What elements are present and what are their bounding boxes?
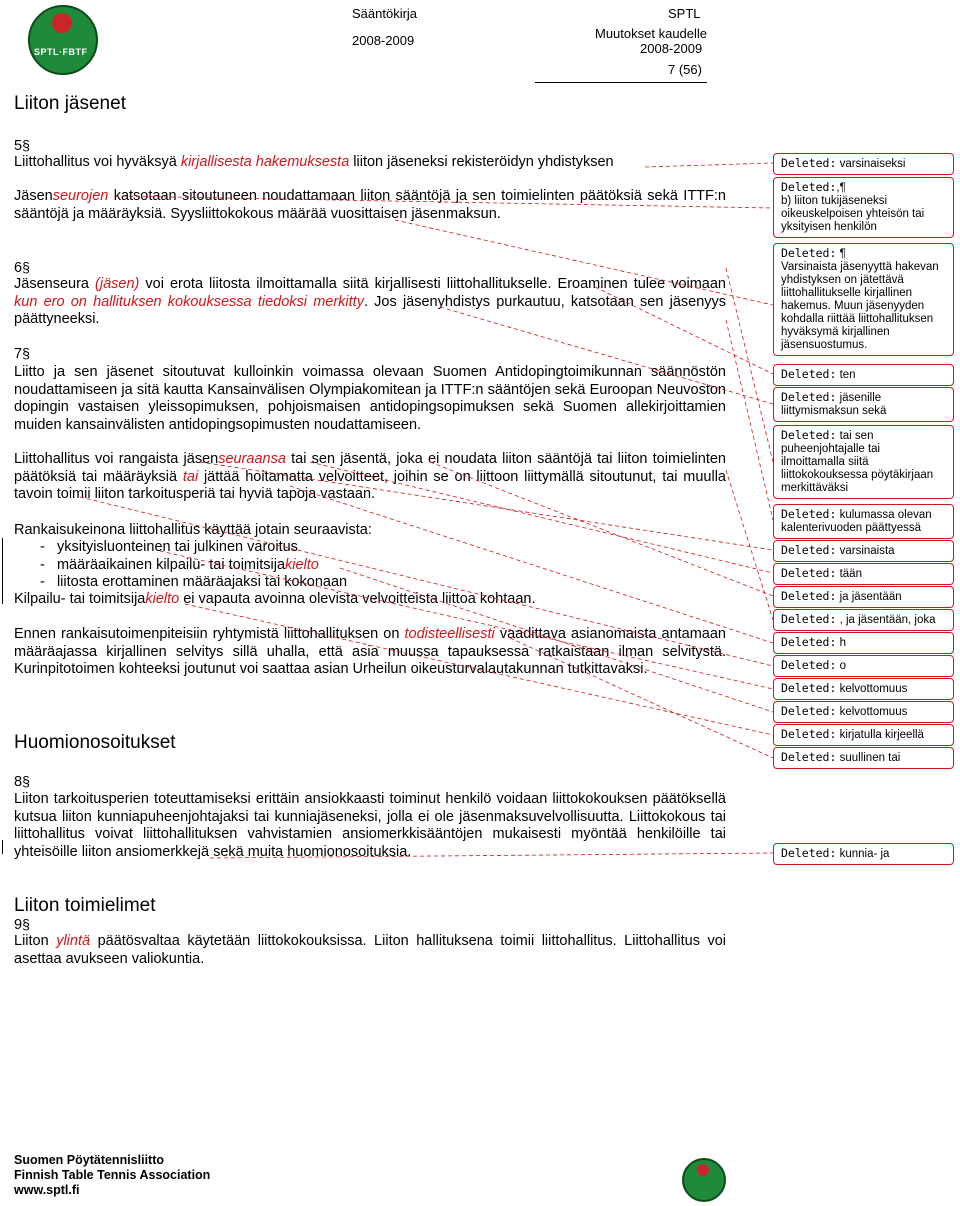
- footer-org-fi: Suomen Pöytätennisliitto: [14, 1153, 165, 1167]
- header-season: 2008-2009: [352, 33, 415, 48]
- comment-balloon[interactable]: Deleted: varsinaiseksi: [773, 153, 954, 175]
- comment-balloon[interactable]: Deleted: ja jäsentään: [773, 586, 954, 608]
- header-changes-season: 2008-2009: [640, 41, 703, 56]
- comment-balloon[interactable]: Deleted: h: [773, 632, 954, 654]
- page-number: 7 (56): [668, 62, 702, 77]
- paragraph-7b: Liittohallitus voi rangaista jäsenseuraansa tai sen jäsentä, joka ei noudata liiton sääntöjä tai liiton toimielinten päätöksiä tai määräyksiä tai jättää hoitamatta velvoitteet, joihin se on liittoon liittymällä sitoutunut, tai muulla tavoin toimii liiton tarkoitusperiä tai hyviä tapoja vastaan.: [14, 451, 727, 502]
- section-title-members: Liiton jäsenet: [14, 93, 126, 114]
- comment-balloon[interactable]: Deleted: suullinen tai: [773, 747, 954, 769]
- section-title-honours: Huomionosoitukset: [14, 732, 176, 753]
- list-item: - liitosta erottaminen määräajaksi tai kokonaan: [40, 574, 348, 590]
- paragraph-7-number: 7§: [14, 345, 30, 362]
- comment-balloon[interactable]: Deleted: o: [773, 655, 954, 677]
- paragraph-7: Liitto ja sen jäsenet sitoutuvat kulloinkin voimassa olevaan Suomen Antidopingtoimikunnan säännöstön noudattamiseen ja sitä kautta Kansainvälisen Olympiakomitean ja ITTF:n sääntöjen sekä Euroopan Neuvoston dopingin vastaisen yleissopimuksen, pohjoismaisen antidopingsopimuksen sekä Suomen allekirjoittamien muiden kansainvälisten antidopingsopimusten noudattamiseen.: [14, 364, 726, 433]
- paragraph-7e: Ennen rankaisutoimenpiteisiin ryhtymistä liittohallituksen on todisteellisesti vaadittava asianomaista antamaan määräajassa kirjallinen selvitys sillä uhalla, että asia muussa tapauksessa ratkaistaan ilman selvitystä. Kurinpitotoimen kohteeksi joutunut voi saattaa asian Urheilun oikeusturvalautakunnan tutkittavaksi.: [14, 626, 726, 677]
- header-org: SPTL: [668, 6, 701, 21]
- comment-balloon[interactable]: Deleted: tai sen puheenjohtajalle tai ilmoittamalla siitä liittokokouksessa pöytäkirjaan merkittäväksi: [773, 425, 954, 499]
- list-item: - määräaikainen kilpailu- tai toimitsijakielto: [40, 556, 319, 573]
- comment-balloon[interactable]: Deleted: , ja jäsentään, joka: [773, 609, 954, 631]
- paragraph-5b: Jäsenseurojen katsotaan sitoutuneen noudattamaan liiton sääntöjä ja sen toimielinten päätöksiä sekä ITTF:n sääntöjä ja määräyksiä. Syysliittokokous määrää vuosittaisen jäsenmaksun.: [14, 188, 726, 222]
- comment-balloon[interactable]: Deleted: kulumassa olevan kalenterivuoden päättyessä: [773, 504, 954, 539]
- paragraph-6: Jäsenseura (jäsen) voi erota liitosta ilmoittamalla siitä kirjallisesti liittohallitukselle. Eroaminen tulee voimaan kun ero on hallituksen kokouksessa tiedoksi merkitty. Jos jäsenyhdistys purkautuu, katsotaan sen jäsenyys päättyneeksi.: [14, 276, 727, 327]
- paragraph-8: Liiton tarkoitusperien toteuttamiseksi erittäin ansiokkaasti toiminut henkilö voidaan liittokokouksen päätöksellä kutsua liiton kunniapuheenjohtajaksi tai kunniajäseneksi, jolla ei ole jäsenmaksuvelvollisuutta. Liittokokous tai liittohallitus voivat liittohallituksen vahvistamien ansiomerkkisääntöjen mukaisesti myöntää henkilöille tai yhteisöille liiton ansiomerkkejä sekä muita huomionosoituksia.: [14, 791, 726, 860]
- paragraph-5: Liittohallitus voi hyväksyä kirjallisesta hakemuksesta liiton jäseneksi rekisteröidyn yhdistyksen: [14, 154, 614, 170]
- paragraph-9: Liiton ylintä päätösvaltaa käytetään liittokokouksissa. Liiton hallituksena toimii liittohallitus. Liittohallitus voi asettaa avukseen valiokuntia.: [14, 933, 727, 967]
- paragraph-8-number: 8§: [14, 773, 30, 790]
- logo-text: SPTL·FBTF: [34, 47, 88, 57]
- comment-balloon[interactable]: Deleted: ten: [773, 364, 954, 386]
- comment-balloon[interactable]: Deleted: kelvottomuus: [773, 678, 954, 700]
- header-changes: Muutokset kaudelle: [595, 26, 708, 41]
- comment-balloon[interactable]: Deleted:,¶ b) liiton tukijäseneksi oikeuskelpoisen yhteisön tai yksityisen henkilön: [773, 177, 954, 238]
- paragraph-7c: Rankaisukeinona liittohallitus käyttää jotain seuraavista:: [14, 522, 372, 538]
- section-title-bodies: Liiton toimielimet: [14, 895, 156, 916]
- comment-balloon[interactable]: Deleted: kunnia- ja: [773, 843, 954, 865]
- list-item: - yksityisluonteinen tai julkinen varoitus: [40, 539, 298, 555]
- paragraph-9-number: 9§: [14, 916, 30, 933]
- footer-address: [14, 1153, 210, 1198]
- comment-balloon[interactable]: Deleted: varsinaista: [773, 540, 954, 562]
- paragraph-5-number: 5§: [14, 137, 30, 154]
- footer-url[interactable]: www.sptl.fi: [14, 1183, 80, 1197]
- comment-balloon[interactable]: Deleted: tään: [773, 563, 954, 585]
- paragraph-7d: Kilpailu- tai toimitsijakielto ei vapauta avoinna olevista velvoitteista liittoa kohtaan.: [14, 591, 536, 607]
- comment-balloon[interactable]: Deleted: ¶ Varsinaista jäsenyyttä hakevan yhdistyksen on jätettävä liittohallitukselle kirjallinen hakemus. Muun jäsenyyden kohdalla riittää liittohallituksen hyväksymä kirjallinen jäsensuostumus.: [773, 243, 954, 356]
- footer-logo: [682, 1158, 726, 1202]
- comment-balloon[interactable]: Deleted: kelvottomuus: [773, 701, 954, 723]
- comment-balloon[interactable]: Deleted: kirjatulla kirjeellä: [773, 724, 954, 746]
- footer-org-en: Finnish Table Tennis Association: [14, 1168, 211, 1182]
- header-doc-name: Sääntökirja: [352, 6, 418, 21]
- paragraph-6-number: 6§: [14, 259, 30, 276]
- comment-balloon[interactable]: Deleted: jäsenille liittymismaksun sekä: [773, 387, 954, 422]
